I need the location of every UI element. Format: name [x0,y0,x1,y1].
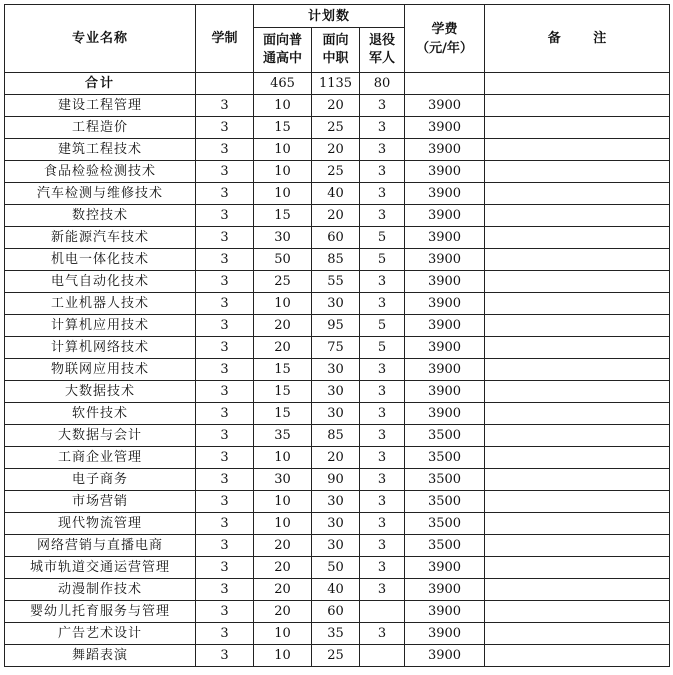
major-name-cell: 大数据与会计 [5,425,196,447]
tuition-cell: 3500 [405,535,485,557]
tuition-cell: 3900 [405,403,485,425]
veterans-count-cell: 3 [360,381,405,403]
header-veterans-line2: 军人 [369,51,396,66]
high-school-count-cell: 20 [254,601,312,623]
duration-cell: 3 [196,271,254,293]
veterans-count-cell: 5 [360,227,405,249]
high-school-count-cell: 10 [254,293,312,315]
duration-cell: 3 [196,337,254,359]
table-row [5,513,670,535]
tuition-cell: 3900 [405,601,485,623]
vocational-count-cell: 55 [312,271,360,293]
total-remarks [485,73,670,95]
header-high-school-line2: 通高中 [262,51,302,66]
high-school-count-cell: 30 [254,227,312,249]
major-name-cell: 新能源汽车技术 [5,227,196,249]
high-school-count-cell: 35 [254,425,312,447]
duration-cell: 3 [196,249,254,271]
duration-cell: 3 [196,623,254,645]
remarks-cell [485,117,670,139]
vocational-count-cell: 30 [312,535,360,557]
duration-cell: 3 [196,139,254,161]
header-vocational-line2: 中职 [322,51,349,66]
tuition-cell: 3900 [405,139,485,161]
header-veterans-line1: 退役 [369,33,396,48]
duration-cell: 3 [196,513,254,535]
remarks-cell [485,491,670,513]
major-name-cell: 工业机器人技术 [5,293,196,315]
high-school-count-cell: 20 [254,557,312,579]
total-row [5,73,670,95]
remarks-cell [485,535,670,557]
table-row [5,337,670,359]
high-school-count-cell: 15 [254,205,312,227]
total-vocational: 1135 [312,73,360,95]
duration-cell: 3 [196,359,254,381]
table-row [5,205,670,227]
table-row [5,469,670,491]
major-name-cell: 建设工程管理 [5,95,196,117]
high-school-count-cell: 15 [254,403,312,425]
veterans-count-cell: 5 [360,337,405,359]
table-row [5,249,670,271]
vocational-count-cell: 85 [312,425,360,447]
tuition-cell: 3900 [405,205,485,227]
table-row [5,535,670,557]
header-remarks: 备 注 [485,5,670,73]
high-school-count-cell: 10 [254,491,312,513]
veterans-count-cell: 3 [360,293,405,315]
duration-cell: 3 [196,601,254,623]
table-row [5,623,670,645]
remarks-cell [485,249,670,271]
tuition-cell: 3900 [405,117,485,139]
table-row [5,491,670,513]
table-row [5,403,670,425]
veterans-count-cell: 3 [360,491,405,513]
veterans-count-cell: 5 [360,315,405,337]
high-school-count-cell: 20 [254,337,312,359]
major-name-cell: 建筑工程技术 [5,139,196,161]
total-high-school: 465 [254,73,312,95]
tuition-cell: 3900 [405,381,485,403]
veterans-count-cell: 3 [360,95,405,117]
table-row [5,557,670,579]
table-row [5,117,670,139]
vocational-count-cell: 30 [312,513,360,535]
veterans-count-cell: 3 [360,271,405,293]
header-plan: 计划数 [254,5,405,28]
veterans-count-cell [360,645,405,667]
tuition-cell: 3900 [405,579,485,601]
major-name-cell: 大数据技术 [5,381,196,403]
tuition-cell: 3900 [405,293,485,315]
remarks-cell [485,513,670,535]
header-high-school [254,28,312,73]
tuition-cell: 3900 [405,161,485,183]
remarks-cell [485,161,670,183]
duration-cell: 3 [196,95,254,117]
table-row [5,315,670,337]
tuition-cell: 3900 [405,271,485,293]
major-name-cell: 数控技术 [5,205,196,227]
header-vocational [312,28,360,73]
remarks-cell [485,557,670,579]
vocational-count-cell: 20 [312,447,360,469]
remarks-cell [485,227,670,249]
major-name-cell: 计算机应用技术 [5,315,196,337]
total-label: 合计 [5,73,196,95]
veterans-count-cell: 3 [360,513,405,535]
remarks-cell [485,293,670,315]
duration-cell: 3 [196,293,254,315]
vocational-count-cell: 25 [312,161,360,183]
vocational-count-cell: 75 [312,337,360,359]
vocational-count-cell: 30 [312,359,360,381]
major-name-cell: 市场营销 [5,491,196,513]
remarks-cell [485,601,670,623]
duration-cell: 3 [196,381,254,403]
major-name-cell: 汽车检测与维修技术 [5,183,196,205]
high-school-count-cell: 50 [254,249,312,271]
duration-cell: 3 [196,579,254,601]
remarks-cell [485,425,670,447]
major-name-cell: 工程造价 [5,117,196,139]
duration-cell: 3 [196,161,254,183]
major-name-cell: 机电一体化技术 [5,249,196,271]
high-school-count-cell: 10 [254,139,312,161]
vocational-count-cell: 40 [312,579,360,601]
veterans-count-cell: 3 [360,447,405,469]
duration-cell: 3 [196,469,254,491]
veterans-count-cell: 3 [360,469,405,491]
enrollment-plan-table [4,4,670,667]
duration-cell: 3 [196,315,254,337]
header-tuition-line2: （元/年） [416,40,473,56]
duration-cell: 3 [196,535,254,557]
veterans-count-cell: 3 [360,117,405,139]
veterans-count-cell: 3 [360,161,405,183]
tuition-cell: 3500 [405,491,485,513]
major-name-cell: 现代物流管理 [5,513,196,535]
vocational-count-cell: 90 [312,469,360,491]
vocational-count-cell: 35 [312,623,360,645]
header-vocational-line1: 面向 [322,33,349,48]
vocational-count-cell: 20 [312,205,360,227]
major-name-cell: 婴幼儿托育服务与管理 [5,601,196,623]
tuition-cell: 3900 [405,623,485,645]
veterans-count-cell [360,601,405,623]
total-veterans: 80 [360,73,405,95]
vocational-count-cell: 30 [312,381,360,403]
high-school-count-cell: 10 [254,513,312,535]
vocational-count-cell: 30 [312,491,360,513]
duration-cell: 3 [196,425,254,447]
vocational-count-cell: 60 [312,601,360,623]
remarks-cell [485,447,670,469]
major-name-cell: 动漫制作技术 [5,579,196,601]
header-tuition [405,5,485,73]
tuition-cell: 3900 [405,249,485,271]
table-row [5,271,670,293]
tuition-cell: 3500 [405,513,485,535]
veterans-count-cell: 3 [360,205,405,227]
major-name-cell: 工商企业管理 [5,447,196,469]
duration-cell: 3 [196,645,254,667]
veterans-count-cell: 3 [360,403,405,425]
remarks-cell [485,315,670,337]
table-row [5,579,670,601]
high-school-count-cell: 20 [254,579,312,601]
veterans-count-cell: 3 [360,359,405,381]
vocational-count-cell: 25 [312,645,360,667]
remarks-cell [485,95,670,117]
remarks-cell [485,139,670,161]
remarks-cell [485,579,670,601]
remarks-cell [485,205,670,227]
duration-cell: 3 [196,447,254,469]
high-school-count-cell: 15 [254,381,312,403]
duration-cell: 3 [196,403,254,425]
high-school-count-cell: 10 [254,623,312,645]
table-row [5,359,670,381]
table-row [5,601,670,623]
high-school-count-cell: 15 [254,359,312,381]
tuition-cell: 3900 [405,359,485,381]
tuition-cell: 3900 [405,227,485,249]
high-school-count-cell: 30 [254,469,312,491]
table-row [5,139,670,161]
duration-cell: 3 [196,183,254,205]
major-name-cell: 舞蹈表演 [5,645,196,667]
header-major: 专业名称 [5,5,196,73]
remarks-cell [485,337,670,359]
table-row [5,381,670,403]
vocational-count-cell: 40 [312,183,360,205]
remarks-cell [485,183,670,205]
major-name-cell: 电气自动化技术 [5,271,196,293]
vocational-count-cell: 60 [312,227,360,249]
veterans-count-cell: 3 [360,425,405,447]
table-row [5,183,670,205]
veterans-count-cell: 3 [360,535,405,557]
table-row [5,645,670,667]
vocational-count-cell: 50 [312,557,360,579]
header-row-1 [5,5,670,28]
major-name-cell: 电子商务 [5,469,196,491]
high-school-count-cell: 15 [254,117,312,139]
total-tuition [405,73,485,95]
tuition-cell: 3900 [405,645,485,667]
major-name-cell: 城市轨道交通运营管理 [5,557,196,579]
tuition-cell: 3900 [405,315,485,337]
major-name-cell: 网络营销与直播电商 [5,535,196,557]
total-duration [196,73,254,95]
tuition-cell: 3900 [405,337,485,359]
tuition-cell: 3500 [405,469,485,491]
duration-cell: 3 [196,117,254,139]
vocational-count-cell: 85 [312,249,360,271]
high-school-count-cell: 20 [254,535,312,557]
high-school-count-cell: 10 [254,95,312,117]
vocational-count-cell: 30 [312,403,360,425]
veterans-count-cell: 3 [360,557,405,579]
veterans-count-cell: 3 [360,623,405,645]
major-name-cell: 物联网应用技术 [5,359,196,381]
high-school-count-cell: 25 [254,271,312,293]
high-school-count-cell: 10 [254,645,312,667]
vocational-count-cell: 30 [312,293,360,315]
vocational-count-cell: 20 [312,139,360,161]
major-name-cell: 广告艺术设计 [5,623,196,645]
duration-cell: 3 [196,557,254,579]
tuition-cell: 3500 [405,425,485,447]
header-duration: 学制 [196,5,254,73]
remarks-cell [485,645,670,667]
veterans-count-cell: 5 [360,249,405,271]
header-veterans [360,28,405,73]
table-row [5,161,670,183]
table-row [5,447,670,469]
veterans-count-cell: 3 [360,139,405,161]
header-tuition-line1: 学费 [431,21,458,37]
duration-cell: 3 [196,205,254,227]
major-name-cell: 计算机网络技术 [5,337,196,359]
remarks-cell [485,623,670,645]
duration-cell: 3 [196,491,254,513]
high-school-count-cell: 20 [254,315,312,337]
high-school-count-cell: 10 [254,447,312,469]
duration-cell: 3 [196,227,254,249]
vocational-count-cell: 95 [312,315,360,337]
vocational-count-cell: 20 [312,95,360,117]
header-high-school-line1: 面向普 [262,33,302,48]
table-row [5,95,670,117]
high-school-count-cell: 10 [254,183,312,205]
remarks-cell [485,469,670,491]
table-row [5,425,670,447]
remarks-cell [485,403,670,425]
tuition-cell: 3900 [405,557,485,579]
major-name-cell: 软件技术 [5,403,196,425]
remarks-cell [485,381,670,403]
major-name-cell: 食品检验检测技术 [5,161,196,183]
remarks-cell [485,359,670,381]
tuition-cell: 3900 [405,95,485,117]
veterans-count-cell: 3 [360,579,405,601]
vocational-count-cell: 25 [312,117,360,139]
tuition-cell: 3500 [405,447,485,469]
table-row [5,227,670,249]
table-row [5,293,670,315]
veterans-count-cell: 3 [360,183,405,205]
remarks-cell [485,271,670,293]
high-school-count-cell: 10 [254,161,312,183]
tuition-cell: 3900 [405,183,485,205]
